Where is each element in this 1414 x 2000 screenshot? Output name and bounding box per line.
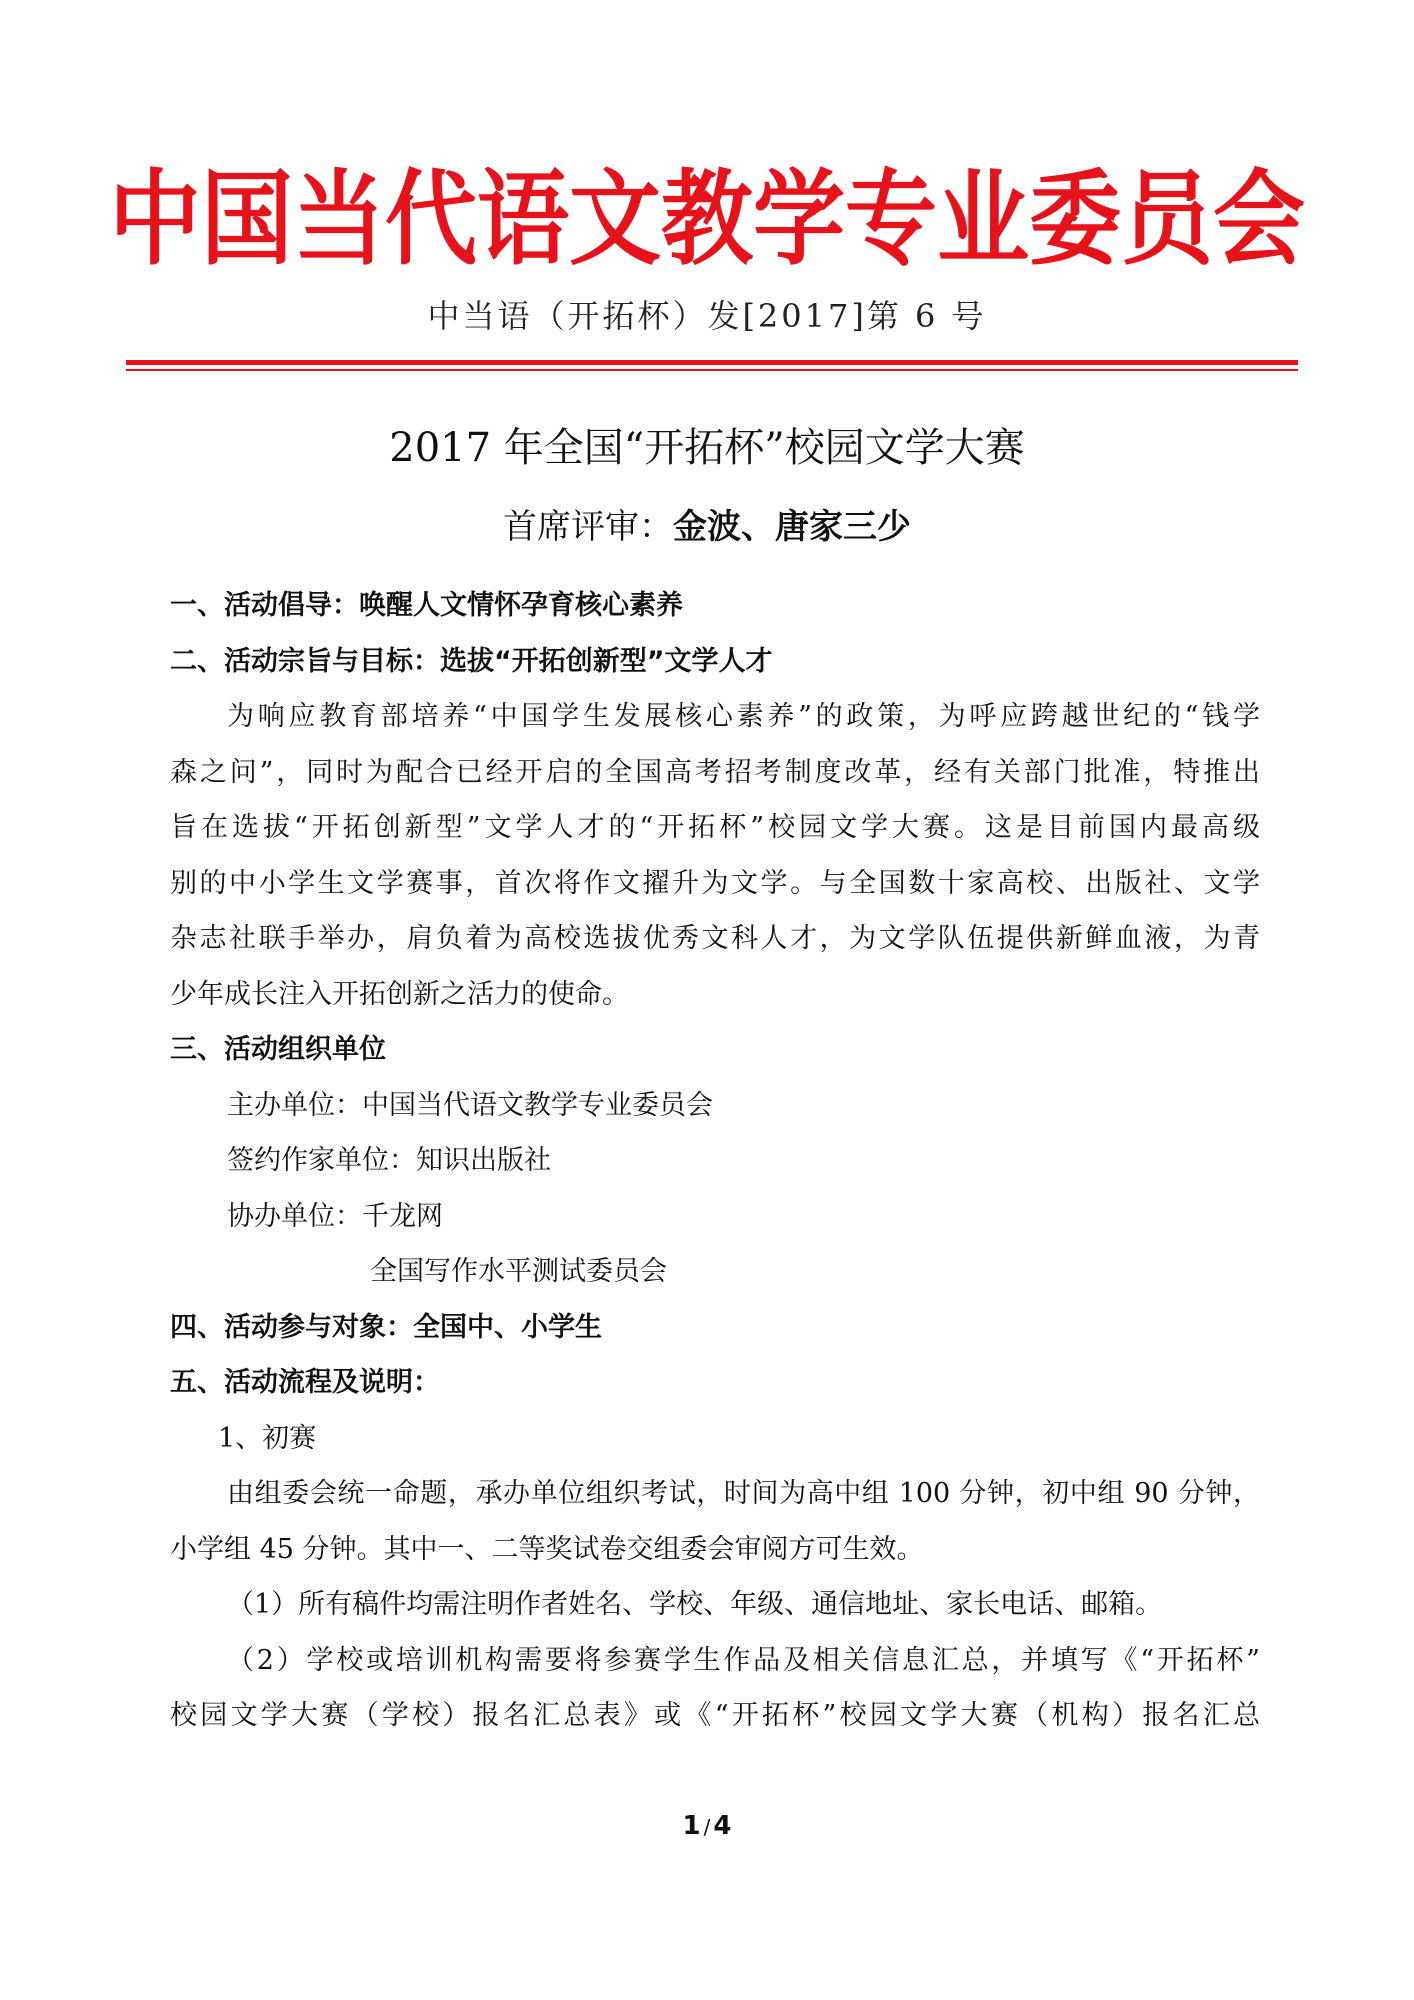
- chief-judges-label: 首席评审：: [503, 507, 673, 547]
- section-2-paragraph-line: 别的中小学生文学赛事，首次将作文擢升为文学。与全国数十家高校、出版社、文学: [170, 867, 1260, 899]
- section-5-item-1: 1、初赛: [218, 1422, 317, 1454]
- section-1-heading: 一、活动倡导：唤醒人文情怀孕育核心素养: [170, 590, 683, 621]
- chief-judges-names: 金波、唐家三少: [673, 507, 911, 547]
- host-organization: 主办单位：中国当代语文教学专业委员会: [227, 1089, 713, 1121]
- document-title: 2017 年全国“开拓杯”校园文学大赛: [389, 425, 1025, 471]
- section-2-paragraph-line: 森之问”，同时为配合已经开启的全国高考招考制度改革，经有关部门批准，特推出: [170, 756, 1260, 788]
- header-rule-thin: [126, 369, 1298, 371]
- section-4-heading: 四、活动参与对象：全国中、小学生: [170, 1311, 602, 1343]
- section-2-paragraph-line: 为响应教育部培养“中国学生发展核心素养”的政策，为呼应跨越世纪的“钱学: [227, 701, 1260, 732]
- page-number: [0, 1808, 1414, 1845]
- section-5-paragraph-line: 由组委会统一命题，承办单位组织考试，时间为高中组 100 分钟，初中组 90 分钟，: [227, 1478, 1260, 1509]
- co-organizer-secondary: 全国写作水平测试委员会: [370, 1256, 667, 1287]
- document-number: 中当语（开拓杯）发[2017]第 6 号: [427, 297, 987, 335]
- section-3-heading: 三、活动组织单位: [170, 1034, 386, 1065]
- section-5-heading: 五、活动流程及说明：: [170, 1367, 440, 1398]
- page-separator: /: [703, 1815, 711, 1839]
- page-total: 4: [713, 1811, 732, 1841]
- header-rule-thick: [126, 360, 1298, 365]
- page-current: 1: [682, 1811, 701, 1841]
- chief-judges-line: [0, 502, 1414, 552]
- section-2-heading: 二、活动宗旨与目标：选拔“开拓创新型”文学人才: [170, 645, 773, 677]
- section-5-note-2-line: 校园文学大赛（学校）报名汇总表》或《“开拓杯”校园文学大赛（机构）报名汇总: [170, 1700, 1260, 1731]
- section-5-note-1: （1）所有稿件均需注明作者姓名、学校、年级、通信地址、家长电话、邮箱。: [227, 1589, 1163, 1620]
- section-5-note-2-line: （2）学校或培训机构需要将参赛学生作品及相关信息汇总，并填写《“开拓杯”: [227, 1644, 1260, 1676]
- document-body: [170, 578, 1260, 1744]
- organization-masthead: 中国当代语文教学专业委员会: [108, 159, 1305, 279]
- section-5-paragraph-line: 小学组 45 分钟。其中一、二等奖试卷交组委会审阅方可生效。: [170, 1533, 924, 1565]
- co-organizer-primary: 协办单位：千龙网: [227, 1200, 443, 1232]
- section-2-paragraph-line: 杂志社联手举办，肩负着为高校选拔优秀文科人才，为文学队伍提供新鲜血液，为青: [170, 923, 1260, 954]
- section-2-paragraph-line: 少年成长注入开拓创新之活力的使命。: [170, 978, 629, 1010]
- contracted-publisher: 签约作家单位：知识出版社: [227, 1145, 551, 1176]
- section-2-paragraph-line: 旨在选拔“开拓创新型”文学人才的“开拓杯”校园文学大赛。这是目前国内最高级: [170, 812, 1260, 843]
